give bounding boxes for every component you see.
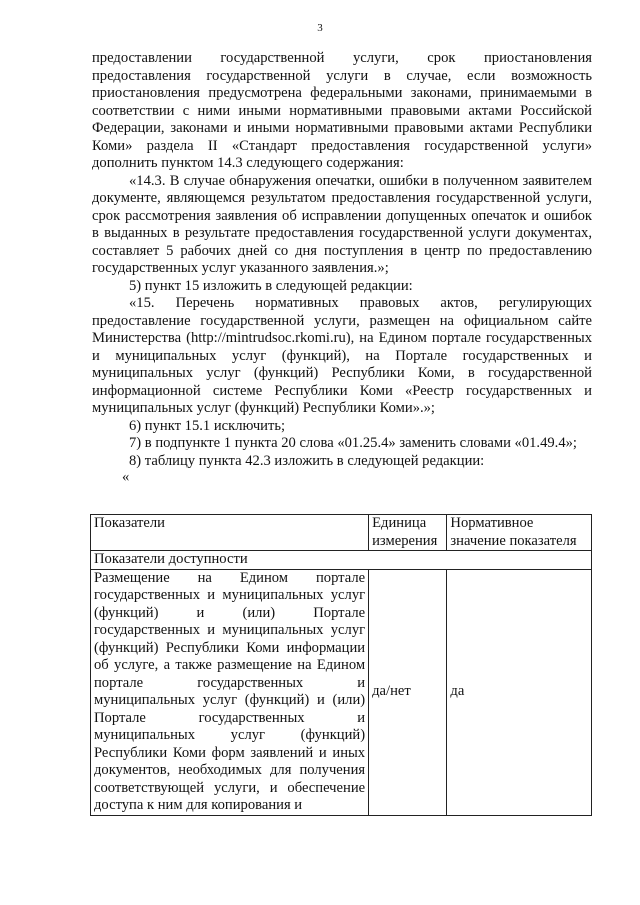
table-section-row	[91, 551, 592, 570]
indicators-table	[90, 514, 592, 816]
cell-value: да	[447, 569, 592, 815]
header-value: Нормативное значение показателя	[447, 515, 592, 551]
quote-open-mark: «	[122, 469, 130, 485]
paragraph-14-3: «14.3. В случае обнаружения опечатки, ошибки в полученном заявителем документе, являющемся результатом предоставления государственной услуги, срок рассмотрения заявления об исправлении допущенных опечаток и ошибок в выданных в результате предоставления государственной услуги документах, составляет 5 рабочих дней со дня поступления в центр по предоставлению государственных услуг указанного заявления.»;	[92, 172, 592, 276]
paragraph-item-8: 8) таблицу пункта 42.3 изложить в следующей редакции:	[129, 452, 485, 469]
paragraph-intro: предоставлении государственной услуги, срок приостановления предоставления государственной услуги в случае, если возможность приостановления предусмотрена федеральными законами, принимаемыми в соответствии с ними иными нормативными правовыми актами Российской Федерации, законами и иными нормативными правовыми актами Республики Коми» раздела II «Стандарт предоставления государственной услуги» дополнить пунктом 14.3 следующего содержания:	[92, 50, 592, 171]
header-unit: Единица измерения	[369, 515, 447, 551]
header-indicators: Показатели	[91, 515, 369, 551]
paragraph-item-5: 5) пункт 15 изложить в следующей редакции:	[129, 277, 413, 294]
paragraph-item-7: 7) в подпункте 1 пункта 20 слова «01.25.4» заменить словами «01.49.4»;	[129, 435, 577, 451]
page-number: 3	[317, 22, 323, 34]
paragraph-item-6: 6) пункт 15.1 исключить;	[129, 417, 286, 434]
document-body	[92, 50, 592, 485]
cell-indicator: Размещение на Едином портале государственных и муниципальных услуг (функций) и (или) Портале государственных и муниципальных услуг (функций) Республики Коми информации об услуге, а также размещение на Едином портале государственных и муниципальных услуг (функций) и (или) Портале государственных и муниципальных услуг (функций) Республики Коми форм заявлений и иных документов, необходимых для получения соответствующей услуги, и обеспечение доступа к ним для копирования и	[91, 569, 369, 815]
table-row	[91, 569, 592, 815]
section-accessibility: Показатели доступности	[91, 551, 592, 570]
paragraph-15: «15. Перечень нормативных правовых актов, регулирующих предоставление государственной услуги, размещен на официальном сайте Министерства (http://mintrudsoc.rkomi.ru), на Едином портале государственных и муниципальных услуг (функций), на Портале государственных и муниципальных услуг (функций) Республики Коми, в государственной информационной системе Республики Коми «Реестр государственных и муниципальных услуг (функций) Республики Коми».»;	[92, 295, 592, 416]
table-header-row	[91, 515, 592, 551]
cell-unit: да/нет	[369, 569, 447, 815]
